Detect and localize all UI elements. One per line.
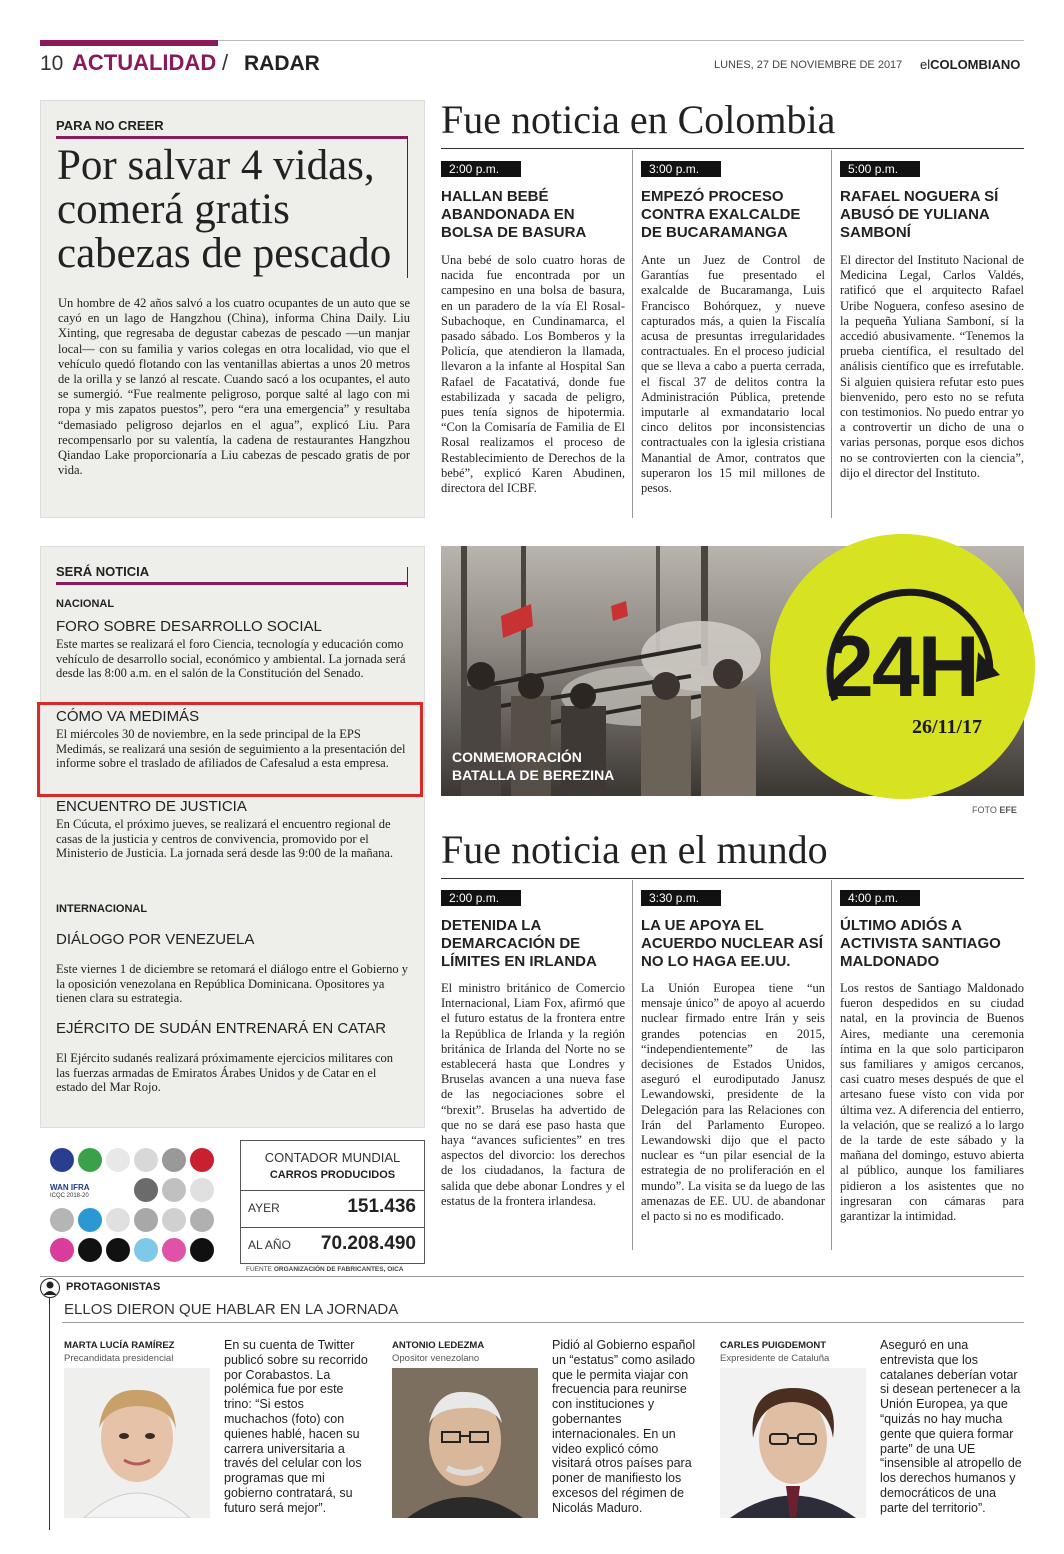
person-quote: Pidió al Gobierno español un “estatus” como asilado que le permita viajar con frecuencia para reunirse con instituciones y gobernantes internacionales. En un video explicó cómo visitará otros países para poner de manifiesto los excesos del régimen de Nicolás Maduro. <box>552 1338 696 1515</box>
photo-credit: FOTO EFE <box>972 805 1017 815</box>
colombia-title: Fue noticia en Colombia <box>441 97 836 142</box>
agenda-body: Este martes se realizará el foro Ciencia, tecnología y educación como vehículo de desarrollo social, económico y ambiental. La jornada será desde las 8:00 a.m. en el salón de la Constitución del Senado. <box>56 637 406 680</box>
person-photo-ramirez <box>64 1368 210 1518</box>
para-no-creer-title: Por salvar 4 vidas, comerá gratis cabezas de pescado <box>57 142 392 277</box>
color-swatch <box>190 1238 214 1262</box>
kicker-rule <box>407 567 408 587</box>
person-name: ANTONIO LEDEZMA <box>392 1340 485 1351</box>
photo-caption: CONMEMORACIÓN BATALLA DE BEREZINA <box>452 749 615 783</box>
person-photo-puigdemont <box>720 1368 866 1518</box>
color-swatch <box>78 1238 102 1262</box>
contador-row-label: AYER <box>248 1201 280 1215</box>
news-headline: EMPEZÓ PROCESO CONTRA EXALCALDE DE BUCARAMANGA <box>641 188 801 241</box>
colombia-col-divider-1 <box>632 150 633 518</box>
protagonistas-sub-rule <box>62 1322 1024 1323</box>
24h-logo-date: 26/11/17 <box>912 716 983 738</box>
news-body: El ministro británico de Comercio Internacional, Liam Fox, afirmó que el futuro estatus de la frontera entre la República de Irlanda y la región británica de Irlanda del Norte no se establecerá hasta que Londres y Bruselas avancen a una nueva fase de las negociaciones sobre el “brexit”. Bruselas ha advertido de que no se dará ese paso hasta que haya “avances suficientes” en tres aspectos del divorcio: los derechos de los ciudadanos, la factura de salida que debe abonar Londres y el estatus de la frontera irlandesa. <box>441 981 625 1208</box>
color-swatch <box>162 1208 186 1232</box>
colombia-item <box>641 160 825 496</box>
para-no-creer-kicker: PARA NO CREER <box>56 118 408 139</box>
24h-logo-text: 24H <box>826 619 978 715</box>
news-time: 5:00 p.m. <box>840 161 920 177</box>
news-time: 2:00 p.m. <box>441 161 521 177</box>
color-swatch <box>106 1238 130 1262</box>
news-headline: ÚLTIMO ADIÓS A ACTIVISTA SANTIAGO MALDONADO <box>840 917 1001 970</box>
print-color-chart <box>42 1140 222 1270</box>
nacional-label: NACIONAL <box>56 598 115 610</box>
protagonistas-top-rule <box>40 1276 1024 1277</box>
contador-title: CONTADOR MUNDIAL <box>264 1150 401 1165</box>
colombia-item <box>441 160 625 496</box>
wan-ifra-sub: ICQC 2018-20 <box>50 1193 89 1199</box>
colombia-item <box>840 160 1024 481</box>
color-swatch <box>162 1238 186 1262</box>
person-role: Precandidata presidencial <box>64 1353 174 1364</box>
news-body: Una bebé de solo cuatro horas de nacida fue encontrada por un campesino en una bolsa de basura, en un paradero de la vía El Rosal-Subachoque, en Cundinamarca, el pasado sábado. Los Bomberos y la Policía, que atendieron la llamada, llevaron a la infante al Hospital San Rafael de Facatativá, donde fue estabilizada y sacada de peligro, pues tenía signos de hipotermia. “Con la Comisaría de Familia de El Rosal realizamos el proceso de Restablecimiento de Derechos de la bebé”, explicó Karen Abudinen, directora del ICBF. <box>441 253 625 496</box>
contador-row-label: AL AÑO <box>248 1238 291 1252</box>
news-headline: DETENIDA LA DEMARCACIÓN DE LÍMITES EN IRLANDA <box>441 917 597 970</box>
color-swatch <box>162 1148 186 1172</box>
person-role: Expresidente de Cataluña <box>720 1353 830 1364</box>
agenda-body: En Cúcuta, el próximo jueves, se realizará el encuentro regional de casas de la justicia y centros de convivencia, promovido por el Ministerio de Justicia. La jornada será desde las 9:00 de la mañana. <box>56 817 394 860</box>
section-name: ACTUALIDAD <box>72 50 217 75</box>
agenda-item <box>56 931 408 1006</box>
agenda-headline: FORO SOBRE DESARROLLO SOCIAL <box>56 618 322 635</box>
person-quote: En su cuenta de Twitter publicó sobre su recorrido por Corabastos. La polémica fue por este trino: “Si estos muchachos (foto) con quienes hablé, hacen su carrera universitaria a través del celular con los programas que mi gobierno contratará, su futuro será mejor”. <box>224 1338 368 1515</box>
colombia-col-divider-2 <box>831 150 832 518</box>
color-swatch <box>50 1208 74 1232</box>
color-swatch <box>134 1208 158 1232</box>
title-rule <box>407 136 408 278</box>
news-body: Ante un Juez de Control de Garantías fue presentado el exalcalde de Bucaramanga, Luis Francisco Bohórquez, y nueve capturados más, a quien la Fiscalía acusa de presuntas irregularidades contractuales. En el proceso judicial que se lleva a cabo a puerta cerrada, el fiscal 37 de delitos contra la Administración Pública, pretende imputarle al exmandatario local cinco delitos por inconsistencias contractuales con la iglesia cristiana Manantial de Amor, contratos que superaron los 15 mil millones de pesos. <box>641 253 825 496</box>
mundo-title: Fue noticia en el mundo <box>441 827 828 872</box>
para-no-creer-body: Un hombre de 42 años salvó a los cuatro ocupantes de un auto que se cayó en un lago de Hangzhou (China), informa China Daily. Liu Xinting, que regresaba de degustar cabezas de pescado —un manjar local— con su familia y varios colegas en otra localidad, vio que el vehículo quedó flotando con las ventanillas abiertas a unos 20 metros de la orilla y se lanzó al rescate. Cuando sacó a los ocupantes, el auto se sumergió. “Fue realmente peligroso, porque salté al lago con mi ropa y mis zapatos puestos”, pero “era una emergencia” y resultaba “demasiado peligroso dejarlos en el agua”, explicó Liu. Para recompensarlo por su valentía, la cadena de restaurantes Hangzhou Qiandao Lake proporcionaría a Liu cabezas de pescado gratis de por vida. <box>58 296 410 478</box>
issue-date: LUNES, 27 DE NOVIEMBRE DE 2017 <box>714 59 903 71</box>
agenda-body: Este viernes 1 de diciembre se retomará el diálogo entre el Gobierno y la oposición venezolana en República Dominicana. Opositores ya tienen clara su estrategia. <box>56 962 408 1005</box>
color-swatch <box>106 1148 130 1172</box>
agenda-item <box>56 708 408 771</box>
mundo-item <box>840 889 1024 1224</box>
color-swatch <box>134 1178 158 1202</box>
color-swatch <box>190 1208 214 1232</box>
agenda-headline: CÓMO VA MEDIMÁS <box>56 708 200 725</box>
mundo-item <box>641 889 825 1224</box>
color-swatch <box>78 1148 102 1172</box>
mundo-item <box>441 889 625 1209</box>
news-body: Los restos de Santiago Maldonado fueron despedidos en su ciudad natal, en la provincia de Buenos Aires, mediante una ceremonia íntima en la que solo participaron sus familiares y amigos cercanos, casi cuatro meses después de que el artesano fuese visto con vida por última vez. A diferencia del entierro, la velación, que se realizó a lo largo de la tarde de este sábado y la mañana del domingo, estuvo abierta al público, aunque los familiares pidieron a los asistentes que no ingresaran con cámaras para garantizar la intimidad. <box>840 981 1024 1224</box>
news-headline: RAFAEL NOGUERA SÍ ABUSÓ DE YULIANA SAMBONÍ <box>840 188 999 241</box>
news-body: El director del Instituto Nacional de Medicina Legal, Carlos Valdés, ratificó que el arquitecto Rafael Uribe Noguera, confeso asesino de la pequeña Yuliana Samboní, sí la accedió abusivamente. “Tenemos la prueba científica, el resultado del análisis científico que es irrefutable. Si alguien quisiera refutar esto pues bienvenido, pero esto no se refuta con testimonios. No puedo entrar yo a controvertir un dicho de una o varias personas, porque esos dichos no se controvierten con la ciencia”, dijo el director del Instituto. <box>840 253 1024 480</box>
color-swatch <box>190 1148 214 1172</box>
person-icon <box>40 1278 60 1298</box>
sera-noticia-kicker: SERÁ NOTICIA <box>56 564 408 585</box>
contador-divider <box>240 1227 425 1228</box>
protagonistas-kicker: PROTAGONISTAS <box>66 1281 161 1293</box>
agenda-item <box>56 1020 408 1095</box>
news-time: 3:00 p.m. <box>641 161 721 177</box>
mundo-col-divider-2 <box>831 880 832 1250</box>
agenda-item <box>56 618 408 681</box>
mundo-col-divider-1 <box>632 880 633 1250</box>
newspaper-brand: elCOLOMBIANO <box>920 57 1021 72</box>
color-swatch <box>134 1148 158 1172</box>
color-swatch <box>162 1178 186 1202</box>
contador-subtitle: CARROS PRODUCIDOS <box>269 1169 396 1181</box>
protagonistas-subtitle: ELLOS DIERON QUE HABLAR EN LA JORNADA <box>64 1301 399 1318</box>
contador-row-value: 151.436 <box>347 1196 416 1217</box>
page-number: 10 <box>40 52 64 75</box>
agenda-headline: ENCUENTRO DE JUSTICIA <box>56 798 247 815</box>
agenda-headline: DIÁLOGO POR VENEZUELA <box>56 931 255 948</box>
protagonistas-side-rule <box>49 1298 50 1530</box>
wan-ifra-logo: WAN IFRA <box>50 1183 90 1192</box>
color-swatch <box>50 1148 74 1172</box>
person-role: Opositor venezolano <box>392 1353 480 1364</box>
agenda-item <box>56 798 408 861</box>
section-separator: / <box>222 50 229 75</box>
internacional-label: INTERNACIONAL <box>56 903 148 915</box>
news-body: La Unión Europea tiene “un mensaje único” de apoyo al acuerdo nuclear firmado entre Irán y seis grandes potencias en 2015, “independientemente” de las decisiones de Estados Unidos, aseguró el eurodiputado Janusz Lewandowski, presidente de la Delegación para las Relaciones con Irán del Parlamento Europeo. Lewandowski dijo que el pacto nuclear es “un pilar esencial de la estrategia de no proliferación en el mundo”. La visita se da luego de las amenazas de EE. UU. de abandonar el pacto si no es modificado. <box>641 981 825 1224</box>
agenda-headline: EJÉRCITO DE SUDÁN ENTRENARÁ EN CATAR <box>56 1020 387 1037</box>
color-swatch <box>50 1238 74 1262</box>
news-time: 4:00 p.m. <box>840 890 920 906</box>
contador-row-value: 70.208.490 <box>320 1233 416 1254</box>
news-headline: HALLAN BEBÉ ABANDONADA EN BOLSA DE BASURA <box>441 188 587 241</box>
color-swatch <box>190 1178 214 1202</box>
header-accent-bar <box>40 40 218 46</box>
news-time: 2:00 p.m. <box>441 890 521 906</box>
person-quote: Aseguró en una entrevista que los catalanes deberían votar si desean pertenecer a la Unión Europea, ya que “quizás no hay mucha gente que quiera formar parte” de una UE “insensible al atropello de los derechos humanos y democráticos de una parte del territorio”. <box>880 1338 1022 1515</box>
agenda-body: El miércoles 30 de noviembre, en la sede principal de la EPS Medimás, se realizará una sesión de seguimiento a la presentación del informe sobre el traslado de afiliados de Cafesalud a esta empresa. <box>56 727 406 770</box>
news-headline: LA UE APOYA EL ACUERDO NUCLEAR ASÍ NO LO HAGA EE.UU. <box>641 917 823 970</box>
contador-source: FUENTE ORGANIZACIÓN DE FABRICANTES, OICA <box>246 1266 404 1273</box>
contador-divider <box>240 1190 425 1191</box>
agenda-body: El Ejército sudanés realizará próximamente ejercicios militares con las fuerzas armadas de Emiratos Árabes Unidos y de Catar en el estado del Mar Rojo. <box>56 1051 394 1094</box>
color-swatch <box>106 1208 130 1232</box>
colombia-top-rule <box>441 148 1024 149</box>
subsection-name: RADAR <box>244 52 320 75</box>
mundo-top-rule <box>441 878 1024 879</box>
color-swatch <box>78 1208 102 1232</box>
color-swatch <box>134 1238 158 1262</box>
news-time: 3:30 p.m. <box>641 890 721 906</box>
person-name: CARLES PUIGDEMONT <box>720 1340 827 1351</box>
person-name: MARTA LUCÍA RAMÍREZ <box>64 1340 175 1351</box>
person-photo-ledezma <box>392 1368 538 1518</box>
